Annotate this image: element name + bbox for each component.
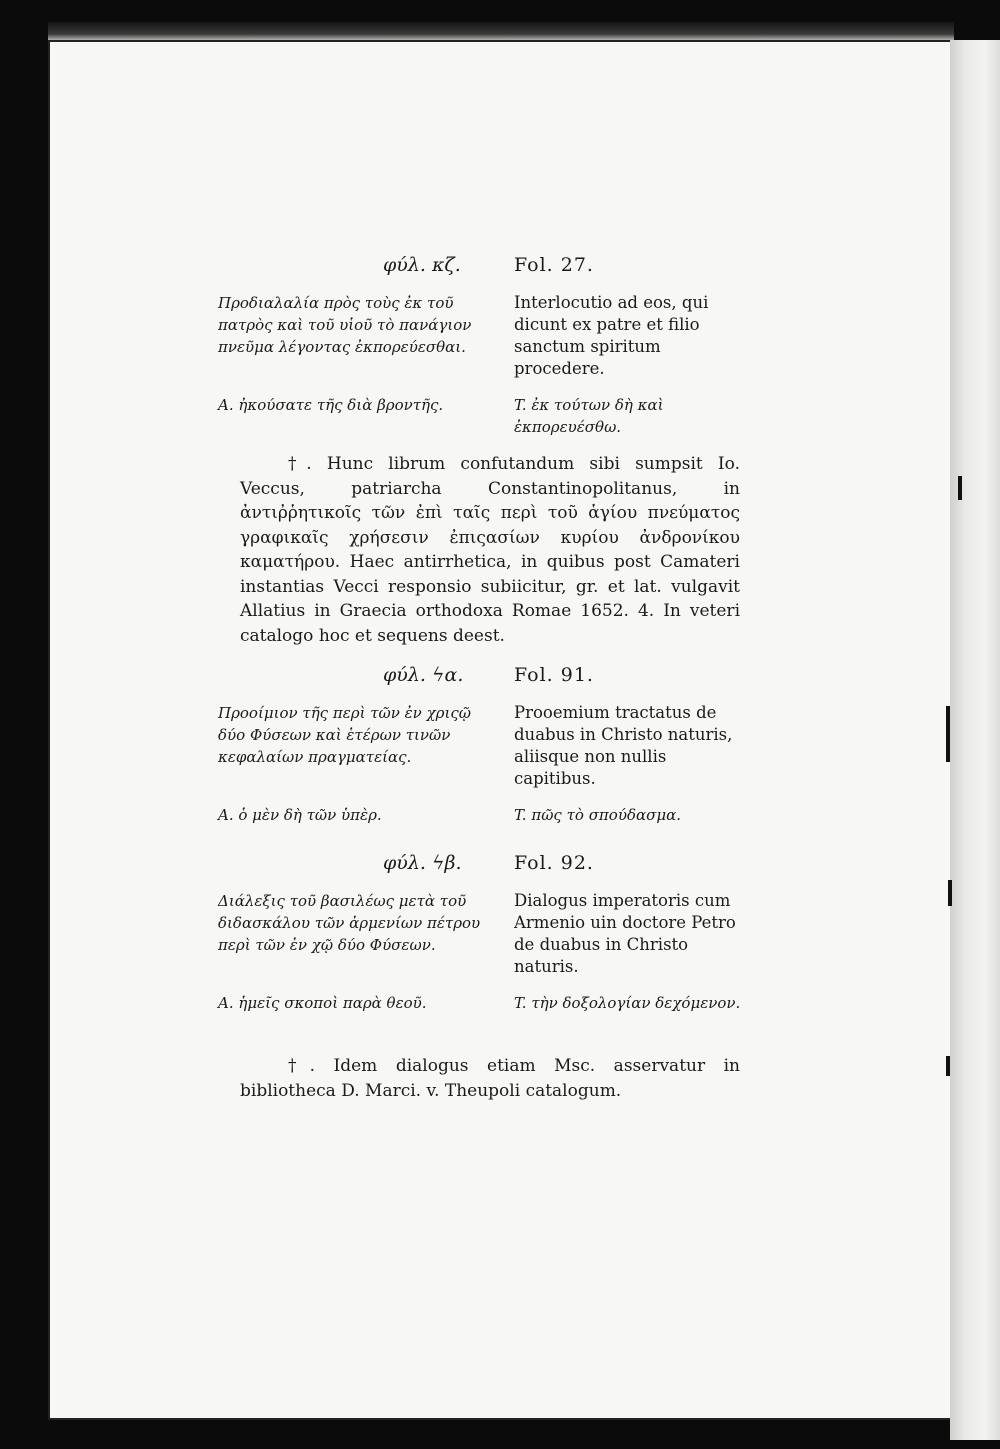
footnote-1 [240, 452, 740, 648]
footnote-2-text: †. Idem dialogus etiam Msc. asservatur in bibliotheca D. Marci. v. Theupoli catalogum. [240, 1056, 740, 1101]
latin-title: Prooemium tractatus de duabus in Christo naturis, aliisque non nullis capitibus. [514, 703, 733, 788]
entry-3-headings [218, 852, 738, 882]
entry-1-headings [218, 254, 738, 284]
latin-incipit: T. ἐκ τούτων δὴ καὶ ἐκπορευέσθω. [514, 396, 664, 436]
greek-folio-heading: φύλ. κζ. [383, 254, 461, 276]
greek-title: Προοίμιον τῆς περὶ τῶν ἐν χριςῷ δύο Φύσεων καὶ ἑτέρων τινῶν κεφαλαίων πραγματείας. [218, 704, 471, 766]
latin-folio-heading: Fol. 92. [514, 852, 594, 874]
latin-title: Interlocutio ad eos, qui dicunt ex patre et filio sanctum spiritum procedere. [514, 293, 709, 378]
margin-mark [946, 1056, 950, 1076]
footnote-2 [240, 1054, 740, 1103]
margin-mark [948, 880, 952, 906]
greek-incipit: Α. ἡμεῖς σκοποὶ παρὰ θεοῦ. [218, 994, 427, 1012]
greek-incipit: Α. ἠκούσατε τῆς διὰ βροντῆς. [218, 396, 444, 414]
greek-folio-heading: φύλ. ϟα. [383, 664, 464, 686]
greek-folio-heading: φύλ. ϟβ. [383, 852, 462, 874]
latin-title: Dialogus imperatoris cum Armenio uin doctore Petro de duabus in Christo naturis. [514, 891, 736, 976]
margin-mark [958, 476, 962, 500]
page-fore-edge [950, 40, 1000, 1440]
greek-title: Προδιαλαλία πρὸς τοὺς ἐκ τοῦ πατρὸς καὶ τοῦ υἱοῦ τὸ πανάγιον πνεῦμα λέγοντας ἐκπορεύεσθαι. [218, 294, 472, 356]
latin-folio-heading: Fol. 91. [514, 664, 594, 686]
book-page [48, 40, 954, 1420]
latin-folio-heading: Fol. 27. [514, 254, 594, 276]
latin-incipit: T. πῶς τὸ σπούδασμα. [514, 806, 681, 824]
page-top-edge [48, 22, 954, 42]
margin-mark [946, 706, 950, 762]
greek-title: Διάλεξις τοῦ βασιλέως μετὰ τοῦ διδασκάλου τῶν ἀρμενίων πέτρου περὶ τῶν ἐν χῷ δύο Φύσεων. [218, 892, 481, 954]
footnote-1-text: †. Hunc librum confutandum sibi sumpsit Io. Veccus, patriarcha Constantinopolitanus, in ἀντιῤῥητικοῖς τῶν ἐπὶ ταῖς περὶ τοῦ ἁγίου πνεύματος γραφικαῖς χρήσεσιν ἐπιςασίων κυρίου ἀνδρονίκου καματήρου. Haec antirrhetica, in quibus post Camateri instantias Vecci responsio subiicitur, gr. et lat. vulgavit Allatius in Graecia orthodoxa Romae 1652. 4. In veteri catalogo hoc et sequens deest. [240, 454, 740, 646]
greek-incipit: Α. ὁ μὲν δὴ τῶν ὑπὲρ. [218, 806, 382, 824]
latin-incipit: T. τὴν δοξολογίαν δεχόμενον. [514, 994, 741, 1012]
entry-2-headings [218, 664, 738, 694]
